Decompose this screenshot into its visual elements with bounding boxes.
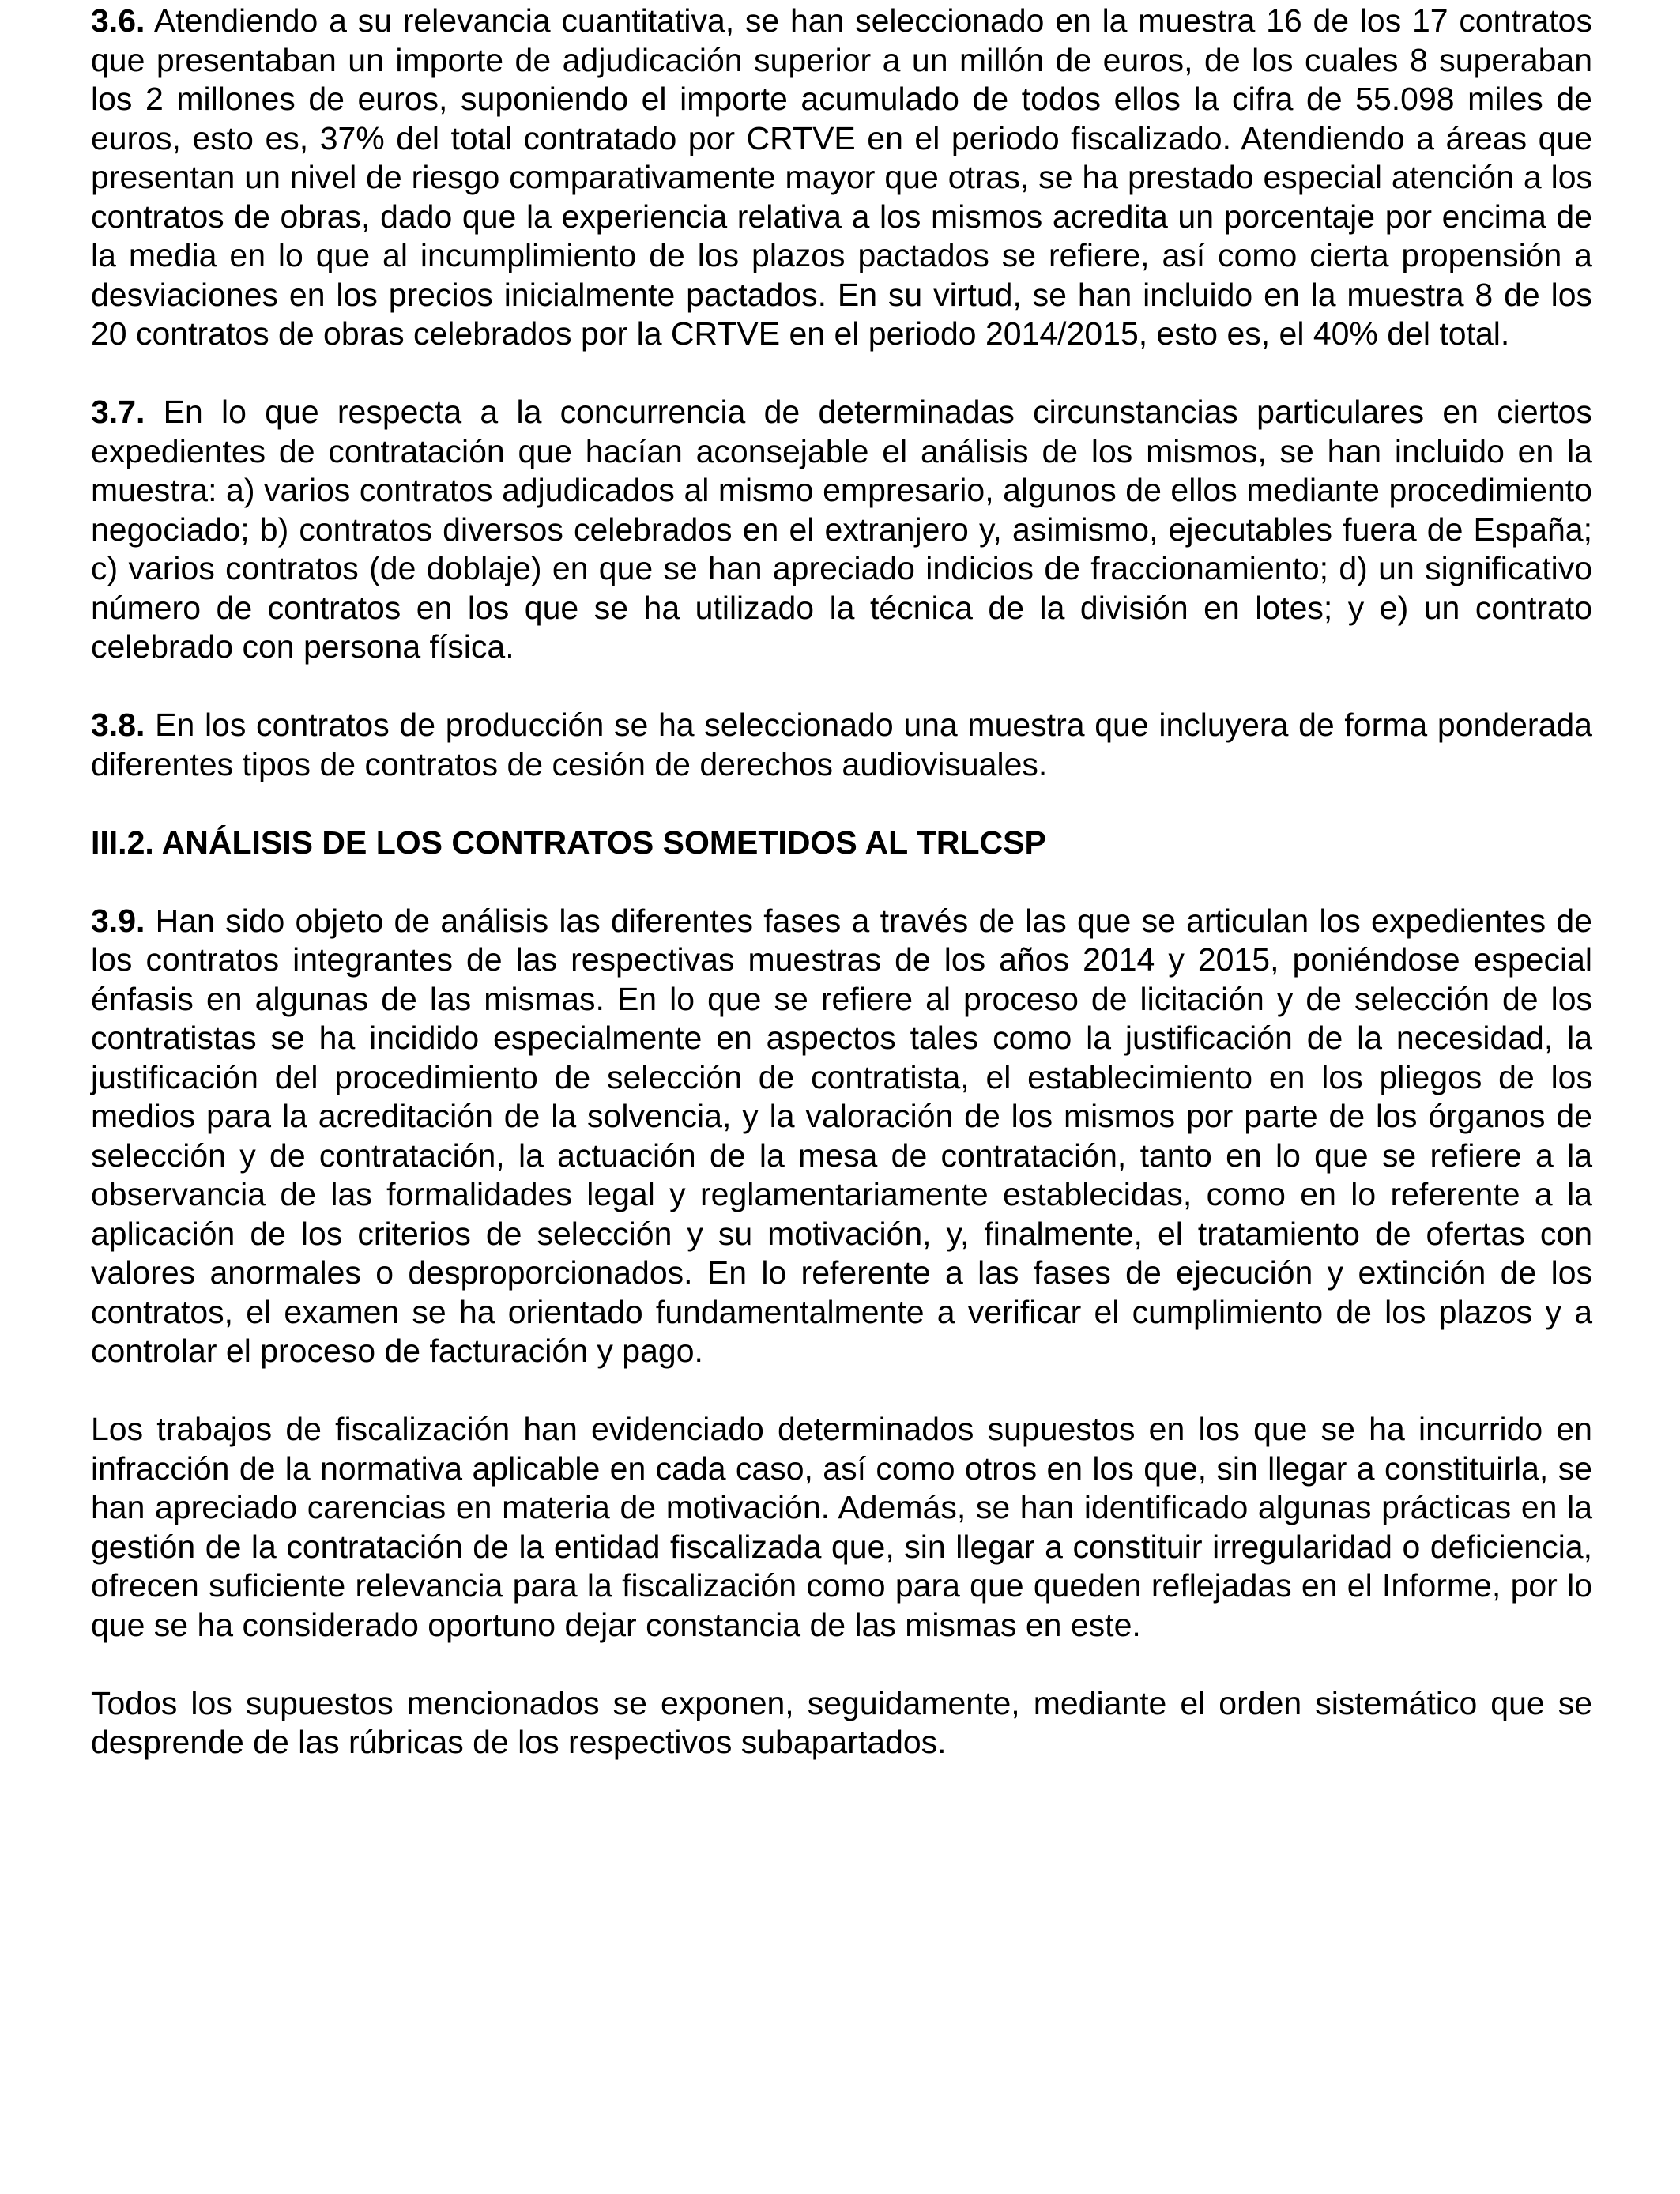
paragraph-text: En lo que respecta a la concurrencia de determinadas circunstancias particulares en ciertos expedientes de contratación que hacían aconsejable el análisis de los mismos, se han incluido en la muestra: a) varios contratos adjudicados al mismo empresario, algunos de ellos mediante procedimiento negociado; b) contratos diversos celebrados en el extranjero y, asimismo, ejecutables fuera de España; c) varios contratos (de doblaje) en que se han apreciado indicios de fraccionamiento; d) un significativo número de contratos en los que se ha utilizado la técnica de la división en lotes; y e) un contrato celebrado con persona física.	[91, 394, 1592, 665]
paragraph-todos: Todos los supuestos mencionados se exponen, seguidamente, mediante el orden sistemático que se desprende de las rúbricas de los respectivos subapartados.	[91, 1684, 1592, 1760]
paragraph-3-8	[91, 706, 1592, 784]
document-page	[91, 0, 1592, 1801]
paragraph-text: Atendiendo a su relevancia cuantitativa, se han seleccionado en la muestra 16 de los 17 contratos que presentaban un importe de adjudicación superior a un millón de euros, de los cuales 8 superaban los 2 millones de euros, suponiendo el importe acumulado de todos ellos la cifra de 55.098 miles de euros, esto es, 37% del total contratado por CRTVE en el periodo fiscalizado. Atendiendo a áreas que presentan un nivel de riesgo comparativamente mayor que otras, se ha prestado especial atención a los contratos de obras, dado que la experiencia relativa a los mismos acredita un porcentaje por encima de la media en lo que al incumplimiento de los plazos pactados se refiere, así como cierta propensión a desviaciones en los precios inicialmente pactados. En su virtud, se han incluido en la muestra 8 de los 20 contratos de obras celebrados por la CRTVE en el periodo 2014/2015, esto es, el 40% del total.	[91, 2, 1592, 352]
paragraph-text: En los contratos de producción se ha seleccionado una muestra que incluyera de forma ponderada diferentes tipos de contratos de cesión de derechos audiovisuales.	[91, 707, 1592, 782]
paragraph-3-6	[91, 2, 1592, 354]
paragraph-number: 3.6.	[91, 2, 145, 39]
paragraph-number: 3.8.	[91, 707, 145, 743]
paragraph-number: 3.9.	[91, 902, 145, 939]
paragraph-trabajos: Los trabajos de fiscalización han evidenciado determinados supuestos en los que se ha incurrido en infracción de la normativa aplicable en cada caso, así como otros en los que, sin llegar a constituirla, se han apreciado carencias en materia de motivación. Además, se han identificado algunas prácticas en la gestión de la contratación de la entidad fiscalizada que, sin llegar a constituir irregularidad o deficiencia, ofrecen suficiente relevancia para la fiscalización como para que queden reflejadas en el Informe, por lo que se ha considerado oportuno dejar constancia de las mismas en este.	[91, 1411, 1592, 1643]
paragraph-number: 3.7.	[91, 394, 145, 430]
section-heading: III.2. ANÁLISIS DE LOS CONTRATOS SOMETIDOS AL TRLCSP	[91, 824, 1046, 861]
paragraph-3-7	[91, 393, 1592, 667]
paragraph-3-9	[91, 902, 1592, 1371]
paragraph-text: Han sido objeto de análisis las diferentes fases a través de las que se articulan los expedientes de los contratos integrantes de las respectivas muestras de los años 2014 y 2015, poniéndose especial énfasis en algunas de las mismas. En lo que se refiere al proceso de licitación y de selección de los contratistas se ha incidido especialmente en aspectos tales como la justificación de la necesidad, la justificación del procedimiento de selección de contratista, el establecimiento en los pliegos de los medios para la acreditación de la solvencia, y la valoración de los mismos por parte de los órganos de selección y de contratación, la actuación de la mesa de contratación, tanto en lo que se refiere a la observancia de las formalidades legal y reglamentariamente establecidas, como en lo referente a la aplicación de los criterios de selección y su motivación, y, finalmente, el tratamiento de ofertas con valores anormales o desproporcionados. En lo referente a las fases de ejecución y extinción de los contratos, el examen se ha orientado fundamentalmente a verificar el cumplimiento de los plazos y a controlar el proceso de facturación y pago.	[91, 902, 1592, 1369]
